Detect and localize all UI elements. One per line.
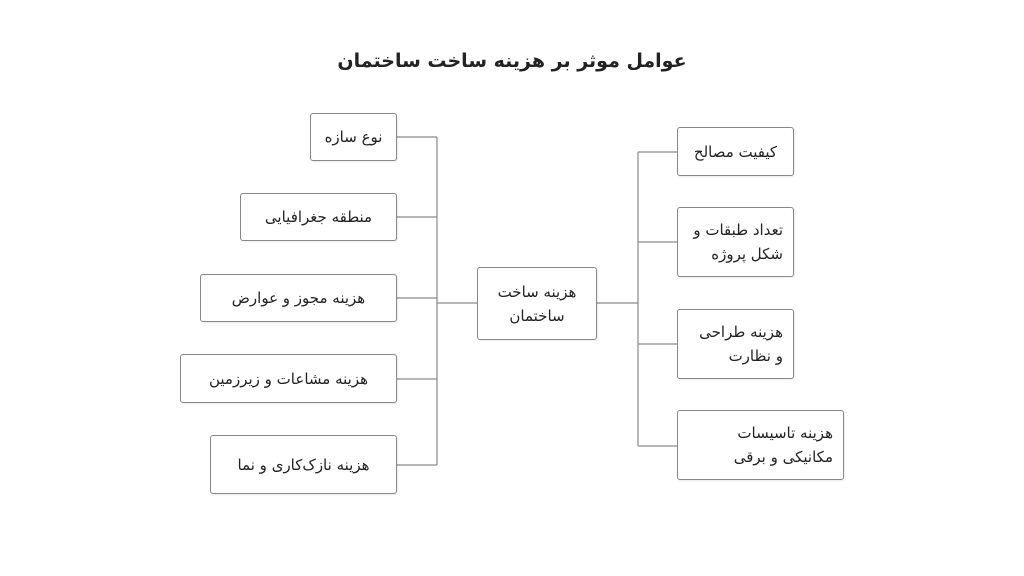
factor-label: هزینه نازک‌کاری و نما: [237, 455, 370, 474]
factor-label: کیفیت مصالح: [693, 142, 778, 161]
factor-node-structure-type: [310, 113, 397, 161]
factor-label: هزینه طراحی و نظارت: [699, 323, 783, 365]
factor-node-mep-installations: [677, 410, 844, 480]
factor-label: نوع سازه: [324, 128, 383, 146]
center-node-label: هزینه ساخت ساختمان: [497, 282, 577, 325]
factor-node-floors-shape: [677, 207, 794, 277]
factor-label: هزینه مشاعات و زیرزمین: [208, 369, 369, 388]
factor-label: هزینه مجوز و عوارض: [231, 289, 366, 307]
factor-node-common-areas: [180, 354, 397, 403]
diagram-title: عوامل موثر بر هزینه ساخت ساختمان: [337, 50, 687, 72]
factor-label: تعداد طبقات و شکل پروژه: [693, 221, 783, 263]
factor-node-material-quality: [677, 127, 794, 176]
factor-label: منطقه جغرافیایی: [264, 208, 373, 226]
factor-node-permit-fees: [200, 274, 397, 322]
factor-node-finishing-facade: [210, 435, 397, 494]
factor-node-design-supervision: [677, 309, 794, 379]
center-node: [477, 267, 597, 340]
factor-label: هزینه تاسیسات مکانیکی و برقی: [733, 424, 833, 466]
factor-node-geographic-area: [240, 193, 397, 241]
